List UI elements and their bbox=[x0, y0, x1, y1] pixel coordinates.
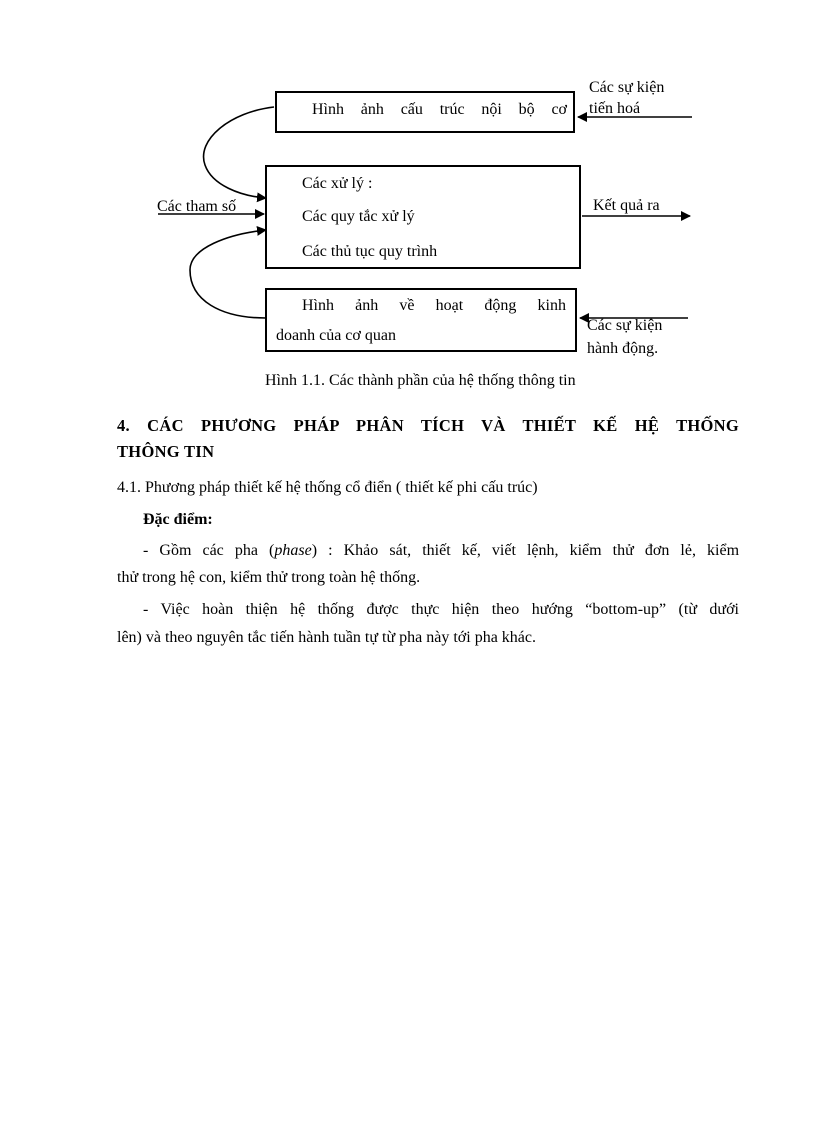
processing-line-2: Các quy tắc xử lý bbox=[302, 208, 415, 225]
internal-structure-text: Hình ảnh cấu trúc nội bộ cơ bbox=[312, 101, 567, 118]
section-heading-line-2: THÔNG TIN bbox=[117, 442, 215, 461]
bullet-2-text: - Việc hoàn thiện hệ thống được thực hiện theo hướng “bottom-up” (từ dưới bbox=[143, 601, 739, 618]
figure-caption: Hình 1.1. Các thành phần của hệ thống thông tin bbox=[265, 372, 576, 389]
output-label: Kết quả ra bbox=[593, 197, 660, 214]
features-label: Đặc điểm: bbox=[143, 511, 213, 528]
bullet-1-line-2: thử trong hệ con, kiểm thử trong toàn hệ thống. bbox=[117, 569, 421, 586]
feedback-arrow-top bbox=[204, 107, 274, 198]
internal-structure-box bbox=[275, 91, 575, 133]
business-activity-line-1: Hình ảnh về hoạt động kinh bbox=[302, 297, 566, 314]
action-events-label-1: Các sự kiện bbox=[587, 317, 663, 334]
processing-line-1: Các xử lý : bbox=[302, 175, 373, 192]
business-activity-line-2: doanh của cơ quan bbox=[276, 327, 396, 344]
bullet-2-line-1 bbox=[117, 601, 739, 619]
evolution-events-label-2: tiến hoá bbox=[589, 100, 641, 117]
evolution-events-label-1: Các sự kiện bbox=[589, 79, 665, 96]
business-activity-box bbox=[265, 288, 577, 352]
section-heading bbox=[117, 416, 739, 436]
parameters-label: Các tham số bbox=[157, 198, 237, 215]
section-heading-line-1: 4. CÁC PHƯƠNG PHÁP PHÂN TÍCH VÀ THIẾT KẾ HỆ THỐNG bbox=[117, 416, 739, 435]
bullet-1-post: ) : Khảo sát, thiết kế, viết lệnh, kiểm thử đơn lẻ, kiểm bbox=[311, 542, 740, 559]
feedback-arrow-bottom bbox=[190, 230, 266, 318]
bullet-1-pre: - Gồm các pha ( bbox=[143, 542, 275, 559]
processing-line-3: Các thủ tục quy trình bbox=[302, 243, 438, 260]
action-events-label-2: hành động. bbox=[587, 340, 659, 357]
subheading: 4.1. Phương pháp thiết kế hệ thống cổ điển ( thiết kế phi cấu trúc) bbox=[117, 479, 538, 496]
bullet-2-line-2: lên) và theo nguyên tắc tiến hành tuần tự từ pha này tới pha khác. bbox=[117, 629, 537, 646]
processing-box bbox=[265, 165, 581, 269]
bullet-1-italic: phase bbox=[274, 542, 312, 559]
bullet-1-line-1 bbox=[117, 542, 739, 560]
